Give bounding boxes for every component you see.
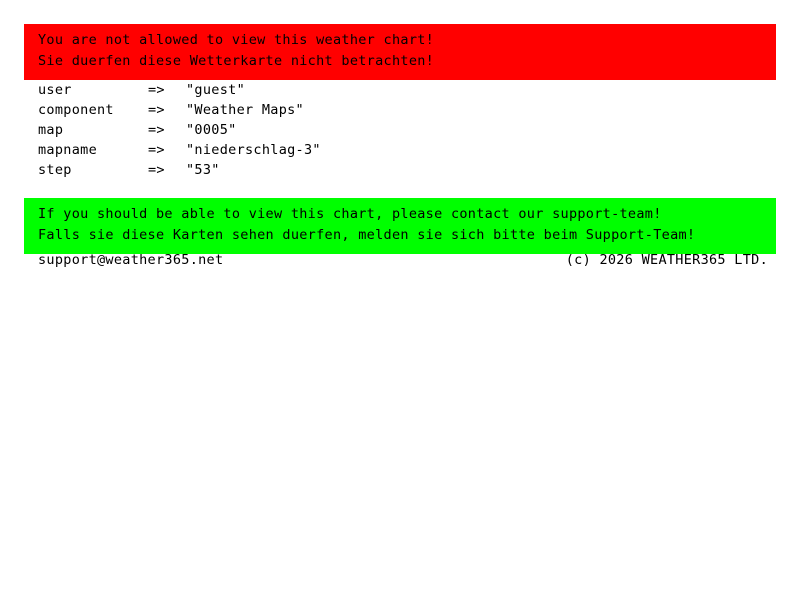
param-key-component: component (38, 102, 114, 118)
param-key-step: step (38, 162, 72, 178)
table-row (38, 160, 321, 180)
param-value-mapname: "niederschlag-3" (186, 142, 321, 158)
param-arrow: => (148, 82, 165, 98)
param-value-step: "53" (186, 162, 220, 178)
footer (38, 250, 768, 270)
table-row (38, 120, 321, 140)
info-banner-line-en: If you should be able to view this chart, please contact our support-team! (38, 206, 662, 222)
support-email[interactable]: support@weather365.net (38, 252, 224, 268)
error-banner-line-de: Sie duerfen diese Wetterkarte nicht betrachten! (38, 53, 435, 69)
param-key-mapname: mapname (38, 142, 97, 158)
param-key-user: user (38, 82, 72, 98)
param-value-component: "Weather Maps" (186, 102, 304, 118)
param-value-map: "0005" (186, 122, 237, 138)
table-row (38, 140, 321, 160)
param-arrow: => (148, 142, 165, 158)
copyright-notice: (c) 2026 WEATHER365 LTD. (565, 252, 768, 268)
parameter-table (38, 80, 321, 180)
table-row (38, 80, 321, 100)
info-banner-line-de: Falls sie diese Karten sehen duerfen, melden sie sich bitte beim Support-Team! (38, 227, 696, 243)
param-arrow: => (148, 162, 165, 178)
parameter-list (38, 80, 321, 180)
error-banner (24, 24, 776, 80)
error-banner-line-en: You are not allowed to view this weather chart! (38, 32, 435, 48)
param-arrow: => (148, 102, 165, 118)
info-banner (24, 198, 776, 254)
table-row (38, 100, 321, 120)
param-key-map: map (38, 122, 64, 138)
param-arrow: => (148, 122, 165, 138)
param-value-user: "guest" (186, 82, 245, 98)
